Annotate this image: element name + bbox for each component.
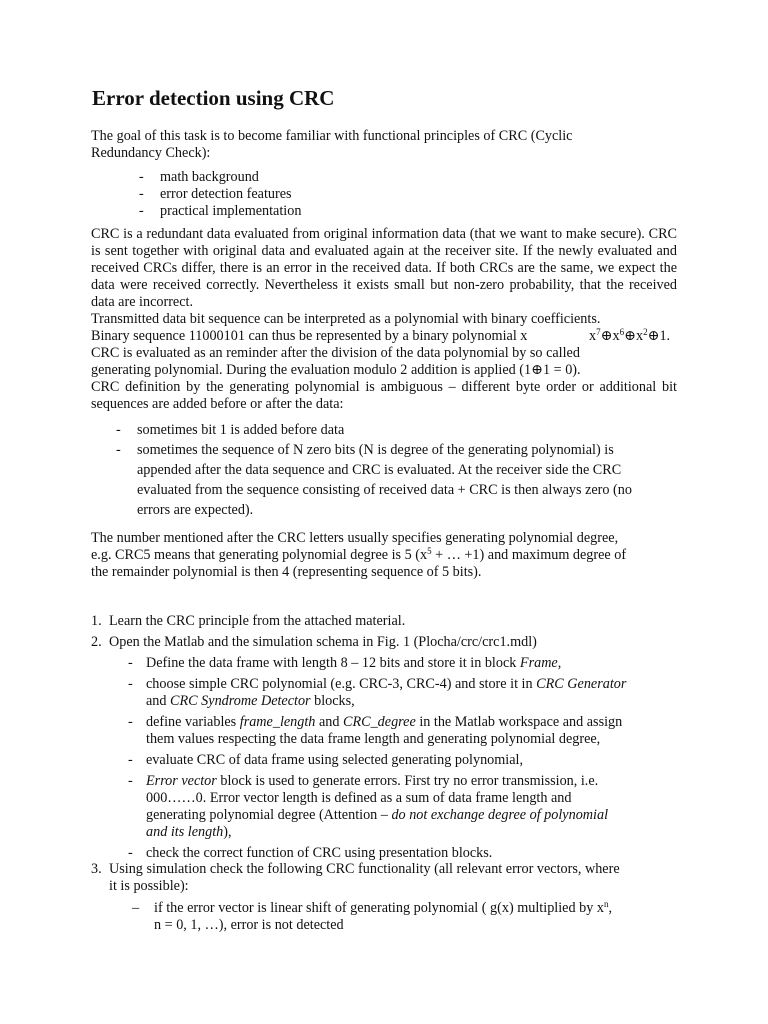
number-paragraph: [91, 530, 677, 581]
polynomial-expression: $x^7\oplus x^6\oplus x^2\oplus 1$.: [589, 327, 671, 344]
list-item: - practical implementation: [139, 203, 302, 219]
intro-line-2: Redundancy Check):: [91, 145, 211, 161]
number-line-1: The number mentioned after the CRC letters usually specifies generating polynomial degree,: [91, 530, 619, 546]
task-2-list: [128, 655, 686, 862]
list-item: - Define the data frame with length 8 – 12 bits and store it in block Frame,: [128, 655, 562, 671]
task-3-item: – if the error vector is linear shift of generating polynomial ( g(x) multiplied by $x^n$, n = 0, 1, …), error is not detected: [132, 899, 612, 933]
list-item: - evaluate CRC of data frame using selected generating polynomial,: [128, 752, 524, 768]
number-line-3: the remainder polynomial is then 4 (representing sequence of 5 bits).: [91, 564, 482, 580]
poly-line-2: Binary sequence 11000101 can thus be represented by a binary polynomial x: [91, 328, 528, 344]
list-item: - choose simple CRC polynomial (e.g. CRC-3, CRC-4) and store it in CRC Generator and CRC Syndrome Detector blocks,: [128, 676, 627, 709]
document-title: Error detection using CRC: [92, 86, 335, 110]
task-3: 3. Using simulation check the following CRC functionality (all relevant error vectors, where it is possible):: [91, 861, 620, 894]
list-item: - define variables frame_length and CRC_degree in the Matlab workspace and assign them values respecting the data frame length and generating polynomial degree,: [128, 714, 623, 747]
list-item: - error detection features: [139, 186, 292, 202]
poly-line-4: generating polynomial. During the evaluation modulo 2 addition is applied (1⊕1 = 0).: [91, 362, 581, 378]
list-item: - math background: [139, 169, 259, 185]
task-1: 1. Learn the CRC principle from the attached material.: [91, 613, 406, 629]
list-item: - sometimes bit 1 is added before data: [116, 422, 345, 438]
definition-list: [116, 420, 677, 520]
number-line-2: e.g. CRC5 means that generating polynomial degree is 5 ($x^5$ + … +1) and maximum degree of: [91, 546, 627, 563]
poly-line-1: Transmitted data bit sequence can be interpreted as a polynomial with binary coefficients.: [91, 311, 601, 327]
list-item: - Error vector block is used to generate errors. First try no error transmission, i.e. 000……0. Error vector length is defined as a sum of data frame length and generating polynomial degree (Attention – do not exchange degree of polynomial and its length),: [128, 773, 609, 840]
definition-paragraph: CRC definition by the generating polynomial is ambiguous – different byte order or additional bit sequences are added before or after the data:: [91, 379, 677, 412]
poly-line-3: CRC is evaluated as an reminder after the division of the data polynomial by so called: [91, 345, 580, 361]
list-item: - sometimes the sequence of N zero bits (N is degree of the generating polynomial) is appended after the data sequence and CRC is evaluated. At the receiver side the CRC evaluated from the sequence consisting of received data + CRC is then always zero (no errors are expected).: [116, 442, 632, 518]
intro-paragraph: [91, 128, 676, 162]
intro-list: [139, 169, 302, 220]
task-2: 2. Open the Matlab and the simulation schema in Fig. 1 (Plocha/crc/crc1.mdl): [91, 634, 537, 650]
intro-line-1: The goal of this task is to become familiar with functional principles of CRC (Cyclic: [91, 128, 573, 144]
list-item: - check the correct function of CRC using presentation blocks.: [128, 845, 493, 861]
polynomial-paragraph: [91, 311, 677, 379]
crc-paragraph: CRC is a redundant data evaluated from original information data (that we want to make secure). CRC is sent together with original data and evaluated again at the receiver site. If the newly evaluated and received CRCs differ, there is an error in the received data. If both CRCs are the same, we expect the data were received correctly. Nevertheless it exists small but non-zero probability, that the received data are incorrect.: [91, 226, 677, 310]
